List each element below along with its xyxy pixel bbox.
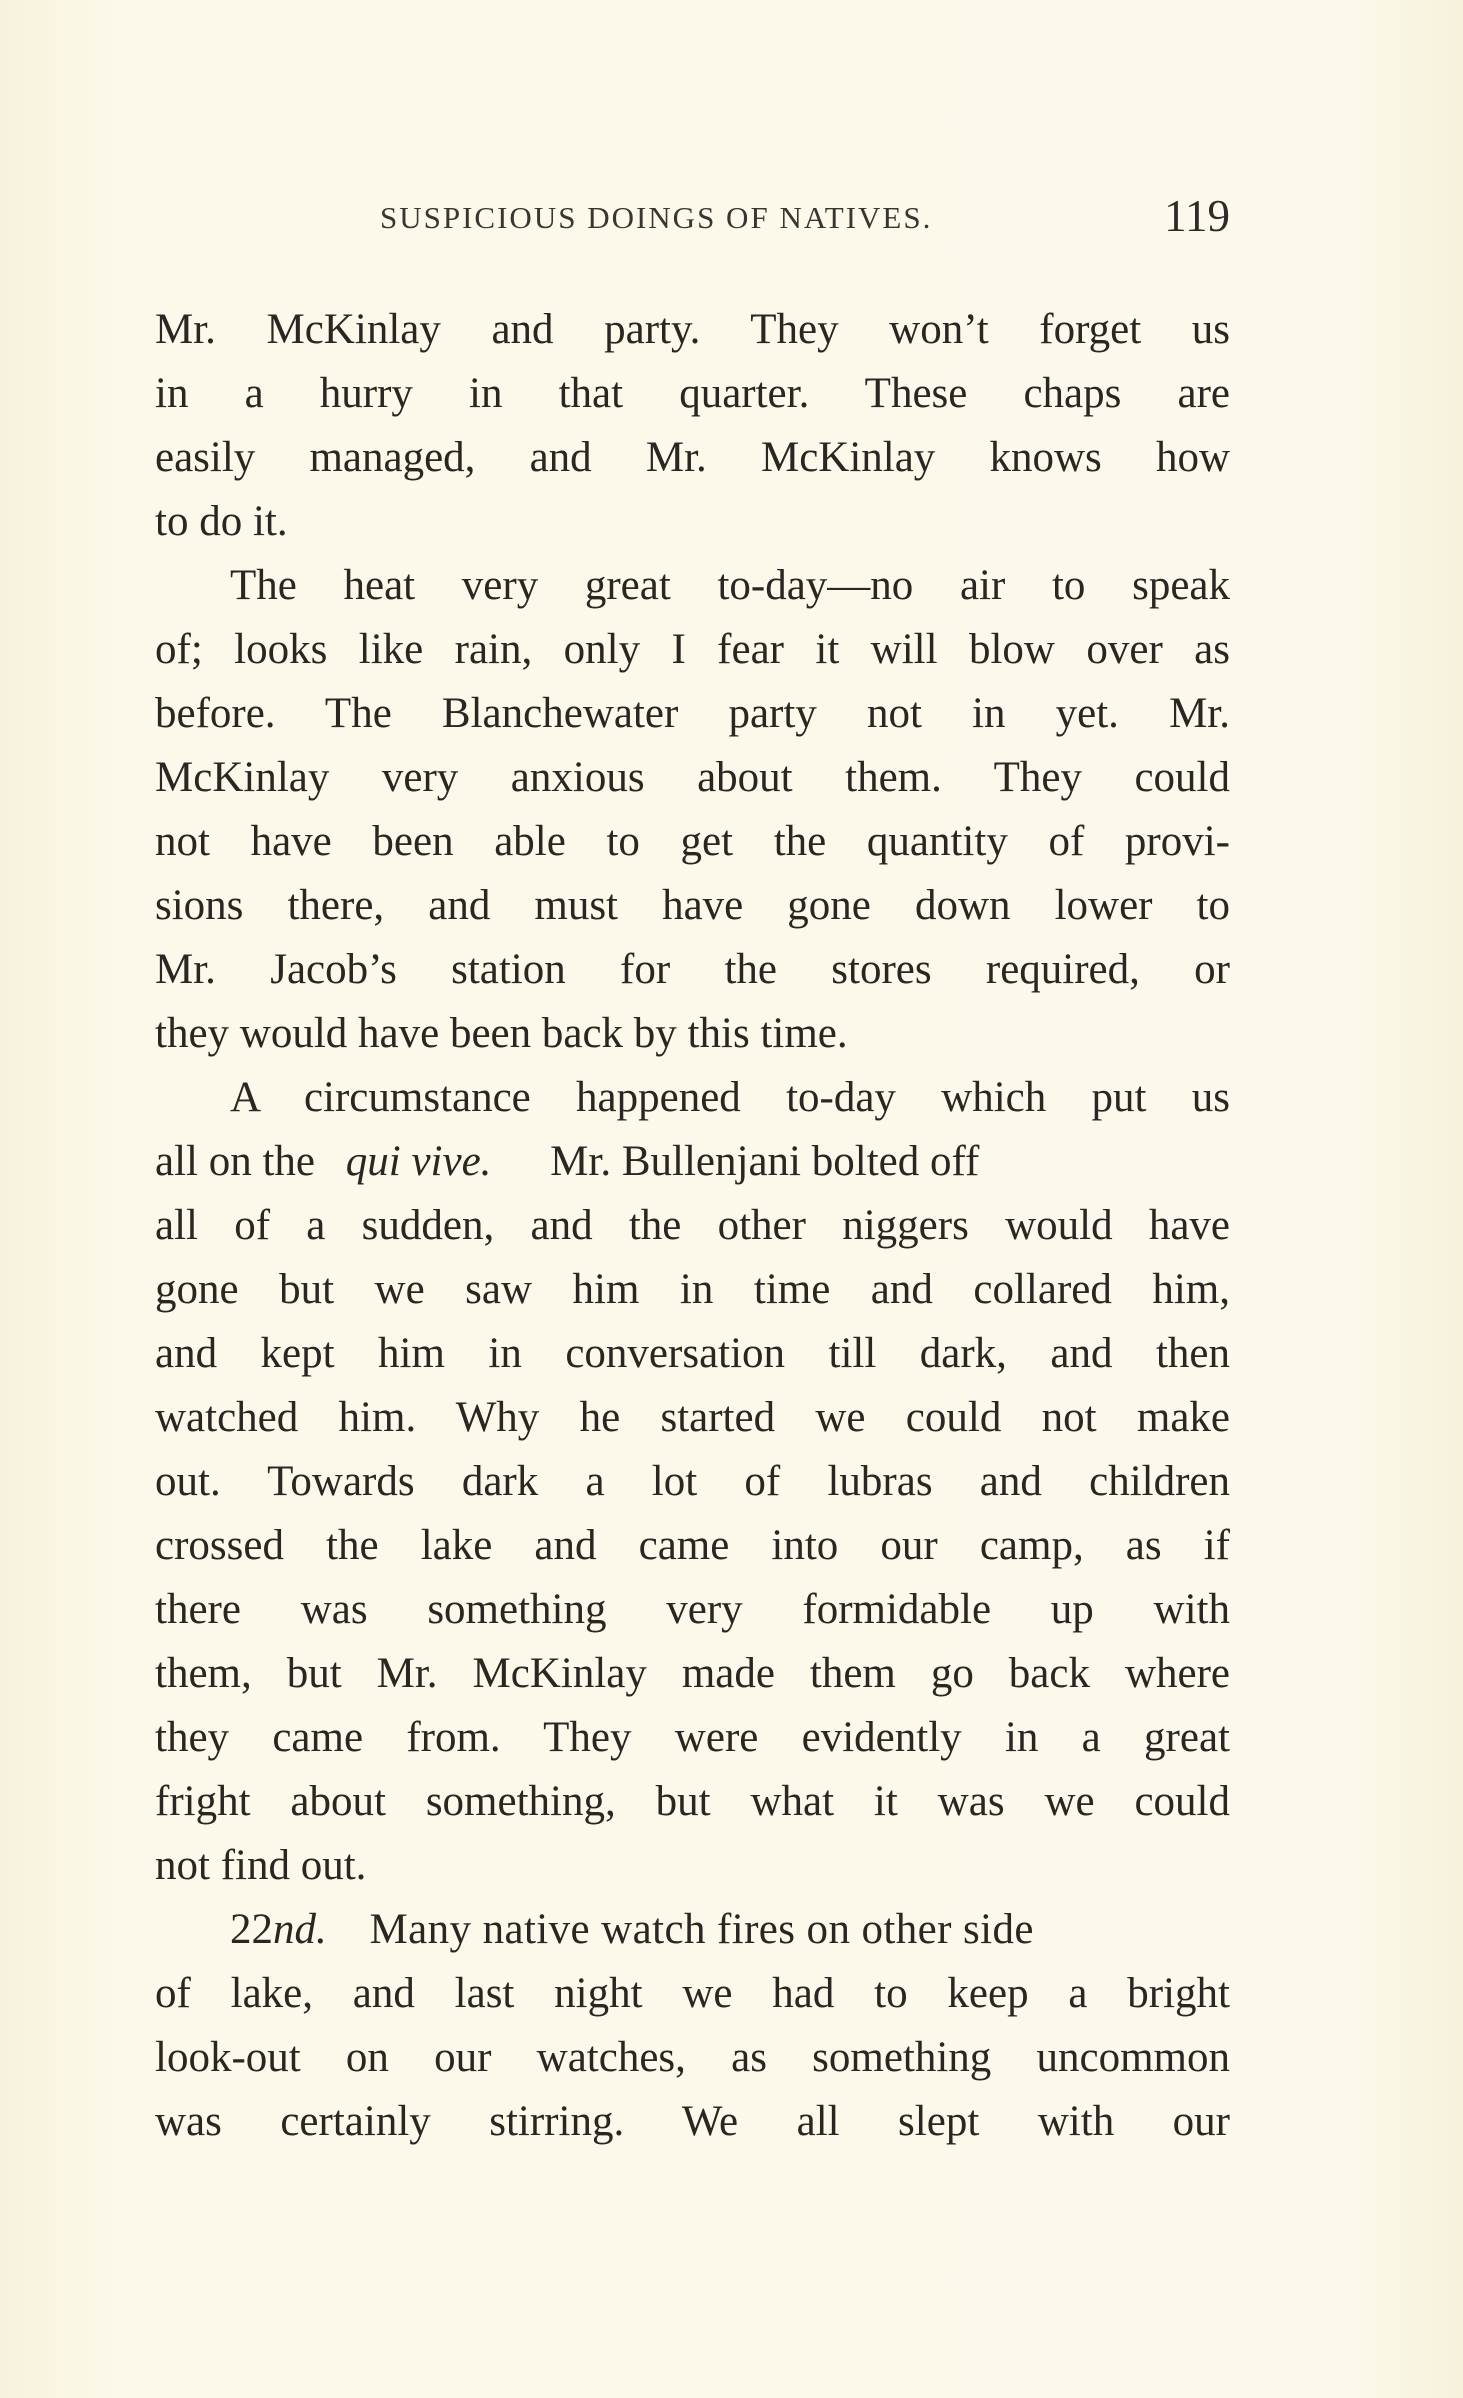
text-line: all of a sudden, and the other niggers would have	[155, 1202, 1230, 1249]
text-line: and kept him in conversation till dark, and then	[155, 1330, 1230, 1377]
text-line: to do it.	[155, 498, 288, 545]
text-line: there was something very formidable up with	[155, 1586, 1230, 1633]
text-line: of; looks like rain, only I fear it will blow over as	[155, 626, 1230, 673]
running-head: SUSPICIOUS DOINGS OF NATIVES.	[380, 200, 933, 235]
paragraph-start-line: A circumstance happened to-day which put us	[230, 1074, 1230, 1121]
text-line: look-out on our watches, as something uncommon	[155, 2034, 1230, 2081]
italic-phrase: qui vive.	[345, 1138, 492, 1185]
text-segment: Mr. Bullenjani bolted off	[550, 1138, 980, 1185]
text-line: easily managed, and Mr. McKinlay knows how	[155, 434, 1230, 481]
text-line: watched him. Why he started we could not make	[155, 1394, 1230, 1441]
text-line: McKinlay very anxious about them. They could	[155, 754, 1230, 801]
text-line: them, but Mr. McKinlay made them go back where	[155, 1650, 1230, 1697]
text-line: of lake, and last night we had to keep a bright	[155, 1970, 1230, 2017]
text-segment: all on the	[155, 1138, 316, 1185]
text-line: not have been able to get the quantity of provi-	[155, 818, 1230, 865]
text-line: they would have been back by this time.	[155, 1010, 848, 1057]
page-number: 119	[1164, 191, 1230, 241]
text-line: Mr. Jacob’s station for the stores required, or	[155, 946, 1230, 993]
text-line: not find out.	[155, 1842, 367, 1889]
text-line: fright about something, but what it was we could	[155, 1778, 1230, 1825]
text-line: in a hurry in that quarter. These chaps are	[155, 370, 1230, 417]
text-line: sions there, and must have gone down lower to	[155, 882, 1230, 929]
entry-day-suffix: nd.	[273, 1906, 327, 1953]
text-segment: Many native watch fires on other side	[369, 1906, 1034, 1953]
page-header	[155, 190, 1230, 250]
text-line: out. Towards dark a lot of lubras and children	[155, 1458, 1230, 1505]
text-line: they came from. They were evidently in a great	[155, 1714, 1230, 1761]
text-line-with-italic	[155, 1130, 1230, 1194]
text-line: gone but we saw him in time and collared him,	[155, 1266, 1230, 1313]
text-line: Mr. McKinlay and party. They won’t forget us	[155, 306, 1230, 353]
dated-entry-line	[155, 1898, 1230, 1962]
entry-day: 22	[230, 1906, 273, 1953]
text-line: was certainly stirring. We all slept with our	[155, 2098, 1230, 2145]
paragraph-start-line: The heat very great to-day—no air to speak	[230, 562, 1230, 609]
text-line: crossed the lake and came into our camp, as if	[155, 1522, 1230, 1569]
text-line: before. The Blanchewater party not in yet. Mr.	[155, 690, 1230, 737]
page-text	[155, 298, 1230, 2154]
